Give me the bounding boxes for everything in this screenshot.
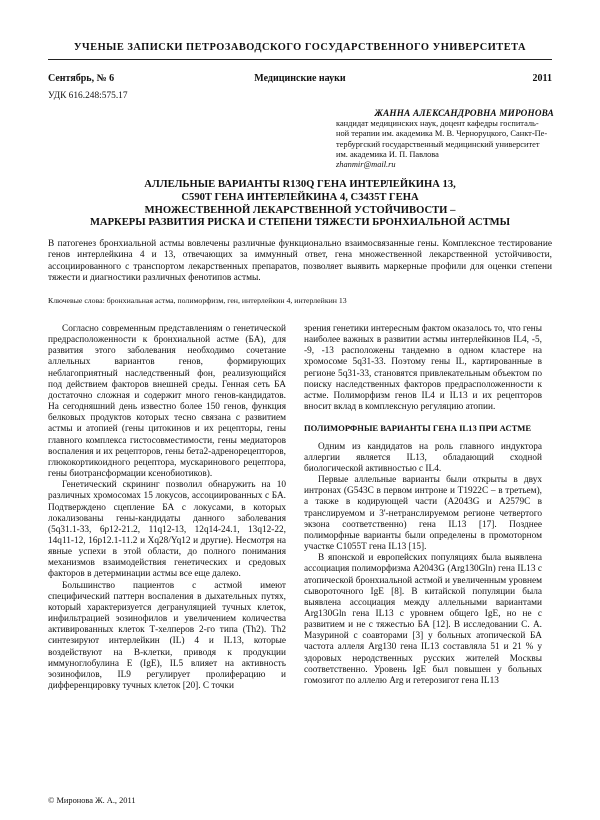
right-column: [304, 324, 542, 687]
copyright: © Миронова Ж. А., 2011: [48, 796, 136, 805]
section-label: Медицинские науки: [254, 73, 346, 84]
author-affiliation-line: кандидат медицинских наук, доцент кафедры госпиталь-: [336, 119, 539, 129]
title-line: МНОЖЕСТВЕННОЙ ЛЕКАРСТВЕННОЙ УСТОЙЧИВОСТИ –: [144, 204, 456, 216]
udk-code: УДК 616.248:575.17: [48, 91, 128, 101]
left-column: [48, 324, 286, 692]
article-title: [48, 179, 552, 230]
paragraph: зрения генетики интересным фактом оказалось то, что гены наиболее важных в развитии астмы интерлейкинов IL4, -5, -9, -13 расположены тандемно в одном кластере на хромосоме 5q31-33. Поэтому гены IL, картированные в регионе 5q31-33, становятся привлекательным объектом по поиску наследственных факторов предрасположенности к астме. Полиморфизм генов IL4 и IL13 и их рецепторов вносит вклад в комплексную регуляцию атопии.: [304, 324, 542, 413]
title-line: МАРКЕРЫ РАЗВИТИЯ РИСКА И СТЕПЕНИ ТЯЖЕСТИ БРОНХИАЛЬНОЙ АСТМЫ: [89, 217, 511, 229]
header-rule: [48, 59, 552, 60]
year-label: 2011: [532, 73, 552, 84]
paragraph: Согласно современным представлениям о генетической предрасположенности к бронхиальной астме (БА), для развития этого заболевания необходимо сочетание аллельных вариантов генов, формирующих неблагоприятный наследственный фон, реализующийся под действием факторов внешней среды. Генная сеть БА достаточно сложная и содержит много генов-кандидатов. На сегодняшний день известно более 150 генов, функция белковых продуктов которых тесно связана с развитием астмы и атопией (гены цитокинов и их рецепторы, гены главного комплекса гистосовместимости, гены медиаторов воспаления и их рецепторов, гены бета2-адренорецепторов, глюкокортикоидного рецептора, мускаринового рецептора, гены биотрансформации ксенобиотиков).: [48, 324, 286, 480]
author-affiliation-line: ной терапии им. академика М. В. Черноруцкого, Санкт-Пе-: [336, 129, 548, 139]
paragraph: Одним из кандидатов на роль главного индуктора аллергии является IL13, обладающий сходной биологической активностью с IL4.: [304, 441, 542, 474]
paragraph: Генетический скрининг позволил обнаружить на 10 различных хромосомах 15 локусов, ассоциированных с БА. Подтверждено сцепление БА с локусами, в которых локализованы гены-кандидаты данного заболевания (5q31.1-33, 6p12-21.2, 11q12-13, 12q14-24.1, 13q12-22, 14q11-12, 16p12.1-11.2 и Xq28/Yq12 и другие). Несмотря на явные успехи в этой области, до полного понимания механизмов взаимодействия генетических и средовых факторов в детерминации астмы все еще далеко.: [48, 480, 286, 580]
section-heading: ПОЛИМОРФНЫЕ ВАРИАНТЫ ГЕНА IL13 ПРИ АСТМЕ: [304, 423, 532, 434]
author-email[interactable]: zhanmir@mail.ru: [336, 160, 396, 170]
author-block: [336, 108, 554, 170]
issue-label: Сентябрь, № 6: [48, 73, 115, 84]
title-line: C590T ГЕНА ИНТЕРЛЕЙКИНА 4, C3435T ГЕНА: [181, 191, 419, 203]
title-line: АЛЛЕЛЬНЫЕ ВАРИАНТЫ R130Q ГЕНА ИНТЕРЛЕЙКИНА 13,: [144, 179, 456, 190]
paragraph: В японской и европейских популяциях была выявлена ассоциация полиморфизма A2043G (Arg130Gln) гена IL13 с атопической бронхиальной астмой и увеличенным уровнем сывороточного IgE [8]. В китайской популяции была выявлена ассоциация между аллельными вариантами Arg130Gln гена IL13 с уровнем общего IgE, но не с развитием и не с тяжестью БА [12]. В исследовании С. А. Мазуриной с соавторами [3] у больных атопической БА частота аллеля Arg130 гена IL13 составляла 51 и 21 % у здоровых неродственных русских жителей Москвы соответственно. Уровень IgE был повышен у больных гомозигот по аллелю Arg и гетерозигот гена IL13: [304, 553, 542, 686]
abstract: В патогенез бронхиальной астмы вовлечены различные функционально взаимосвязанные гены. Комплексное тестирование генов интерлейкина 4 и 13, отвечающих за иммунный ответ, гена множественной лекарственной устойчивости, ассоциированного с транспортом лекарственных препаратов, позволяет выявить маркерные профили для оценки степени тяжести и диагностики различных фенотипов астмы.: [48, 239, 552, 284]
author-affiliation-line: тербургский государственный медицинский университет: [336, 139, 540, 149]
keywords: Ключевые слова: бронхиальная астма, полиморфизм, ген, интерлейкин 4, интерлейкин 13: [48, 296, 347, 305]
paragraph: Первые аллельные варианты были открыты в двух интронах (G543C в первом интроне и T1922C – в третьем), а также в кодирующей части (A2043G и A2579C в транслируемом и 3'-нетранслируемом регионе четвертого экзона соответственно) гена IL13 [17]. Позднее полиморфные варианты были определены в промоторном участке C1055T гена IL13 [15].: [304, 475, 542, 553]
journal-title: УЧЕНЫЕ ЗАПИСКИ ПЕТРОЗАВОДСКОГО ГОСУДАРСТВЕННОГО УНИВЕРСИТЕТА: [73, 42, 527, 53]
author-name: ЖАННА АЛЕКСАНДРОВНА МИРОНОВА: [374, 108, 554, 118]
author-affiliation-line: им. академика И. П. Павлова: [336, 149, 439, 159]
paragraph: Большинство пациентов с астмой имеют специфический паттерн воспаления в дыхательных путях, который характеризуется дегрануляцией тучных клеток, инфильтрацией эозинофилов и увеличением количества активированных клеток Т-хелперов 2-го типа (Th2). Th2 синтезируют интерлейкин (IL) 4 и IL13, которые воздействуют на B-клетки, приводя к продукции иммуноглобулина E (IgE), IL5 влияет на активность эозинофилов, IL9 регулирует пролиферацию и дифференцировку тучных клеток [20]. С точки: [48, 580, 286, 691]
